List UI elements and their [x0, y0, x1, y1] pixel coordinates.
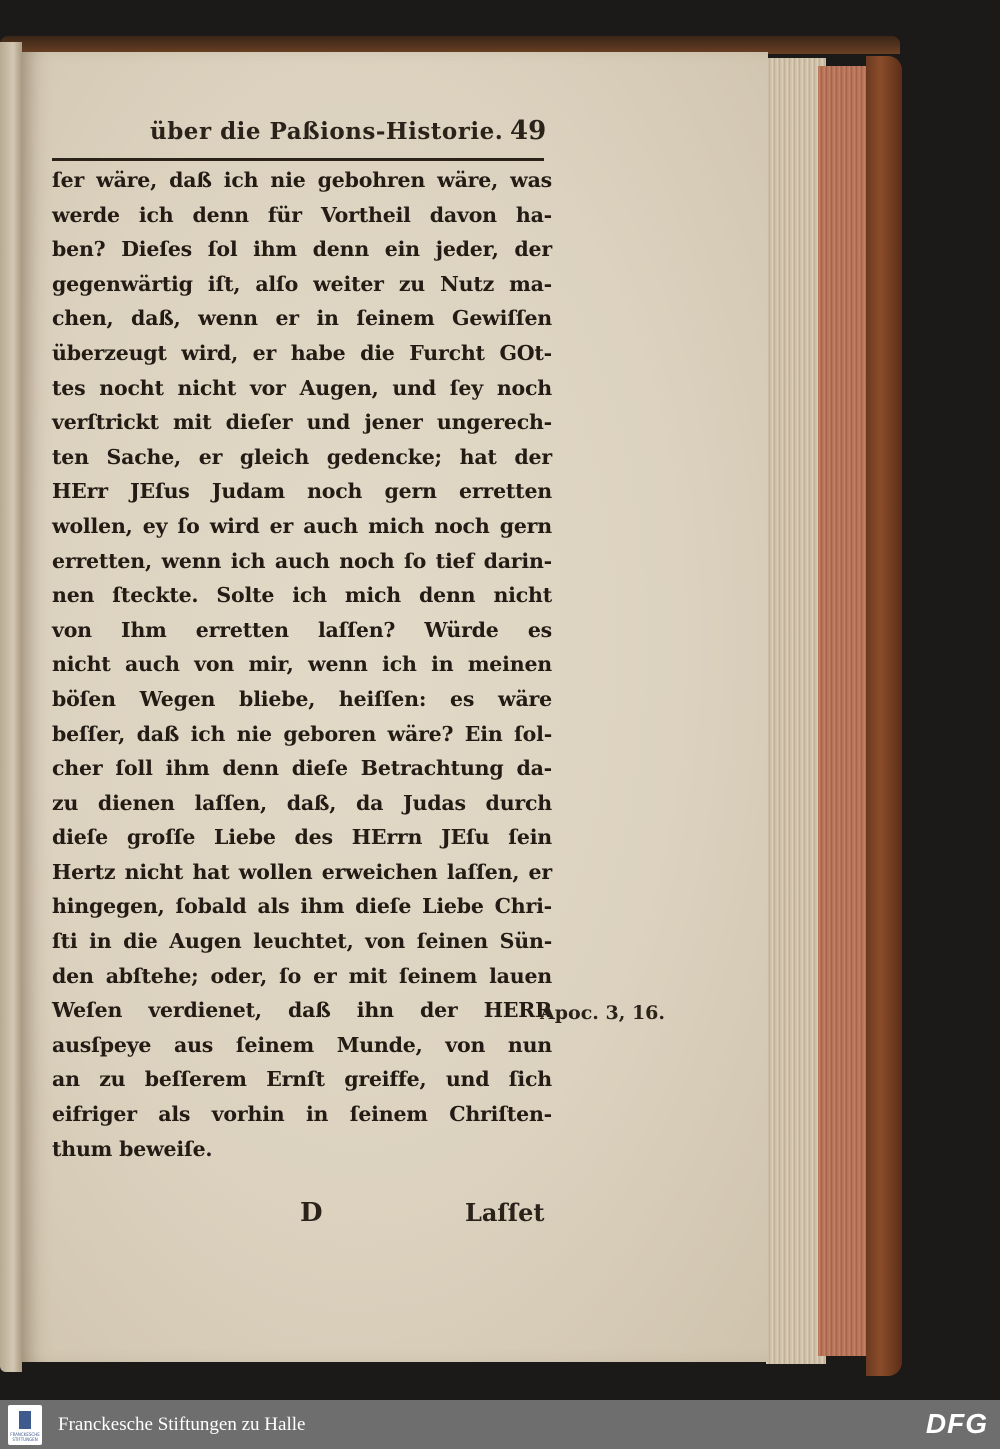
text-line: verſtrickt mit dieſer und jener ungerech-: [52, 410, 552, 435]
institution-name: Franckesche Stiftungen zu Halle: [58, 1413, 306, 1435]
header-rule: [52, 158, 544, 161]
text-line: beſſer, daß ich nie geboren wäre? Ein ſol-: [52, 721, 552, 746]
footer-bar: [0, 1400, 1000, 1449]
logo-mark: [19, 1411, 31, 1429]
text-line: eifriger als vorhin in ſeinem Chriſten-: [52, 1102, 552, 1127]
text-line: werde ich denn für Vortheil davon ha-: [52, 202, 552, 227]
text-line: Weſen verdienet, daß ihn der HERR: [52, 998, 552, 1023]
text-line: nicht auch von mir, wenn ich in meinen: [52, 652, 552, 677]
text-line: ſer wäre, daß ich nie gebohren wäre, was: [52, 168, 552, 192]
page-block-edges: [766, 58, 826, 1364]
previous-page-edge: [0, 42, 22, 1372]
running-head: über die Paßions-Historie.: [150, 118, 504, 145]
red-page-edges: [818, 66, 870, 1356]
text-line: dieſe groſſe Liebe des HErrn JEſu ſein: [52, 825, 552, 850]
text-line: erretten, wenn ich auch noch ſo tief darin-: [52, 548, 552, 573]
book-cover-edge: [866, 56, 902, 1376]
text-line: HErr JEſus Judam noch gern erretten: [52, 479, 552, 504]
text-line: böſen Wegen bliebe, heiſſen: es wäre: [52, 686, 552, 711]
text-line: cher ſoll ihm denn dieſe Betrachtung da-: [52, 756, 552, 781]
text-line: an zu beſſerem Ernſt greiffe, und ſich: [52, 1067, 552, 1092]
text-line: den abſtehe; oder, ſo er mit ſeinem lauen: [52, 963, 552, 988]
text-line: thum beweiſe.: [52, 1136, 213, 1161]
body-text: [52, 163, 552, 1166]
catchword: Laſſet: [465, 1198, 545, 1227]
text-line: ten Sache, er gleich gedencke; hat der: [52, 444, 552, 469]
signature-mark: D: [300, 1198, 323, 1228]
text-line: hingegen, ſobald als ihm dieſe Liebe Chri-: [52, 894, 552, 919]
dfg-logo: DFG: [925, 1408, 988, 1439]
text-line: ben? Dieſes ſol ihm denn ein jeder, der: [52, 237, 552, 262]
margin-note: Apoc. 3, 16.: [540, 1002, 666, 1024]
text-line: überzeugt wird, er habe die Furcht GOt-: [52, 340, 552, 365]
text-line: zu dienen laſſen, daß, da Judas durch: [52, 790, 552, 815]
institution-logo-icon: [8, 1405, 42, 1445]
text-line: gegenwärtig iſt, alſo weiter zu Nutz ma-: [52, 271, 552, 296]
logo-text: FRANCKESCHE STIFTUNGEN: [10, 1431, 40, 1442]
text-line: von Ihm erretten laſſen? Würde es: [52, 617, 552, 642]
page-number: 49: [510, 116, 547, 146]
text-line: Hertz nicht hat wollen erweichen laſſen, er: [52, 859, 552, 884]
text-line: chen, daß, wenn er in ſeinem Gewiſſen: [52, 306, 552, 331]
text-line: nen ſteckte. Solte ich mich denn nicht: [52, 583, 552, 608]
text-line: tes nocht nicht vor Augen, und ſey noch: [52, 375, 552, 400]
text-line: ſti in die Augen leuchtet, von ſeinen Sün-: [52, 929, 552, 954]
text-line: ausſpeye aus ſeinem Munde, von nun: [52, 1032, 552, 1057]
text-line: wollen, ey ſo wird er auch mich noch gern: [52, 513, 552, 538]
